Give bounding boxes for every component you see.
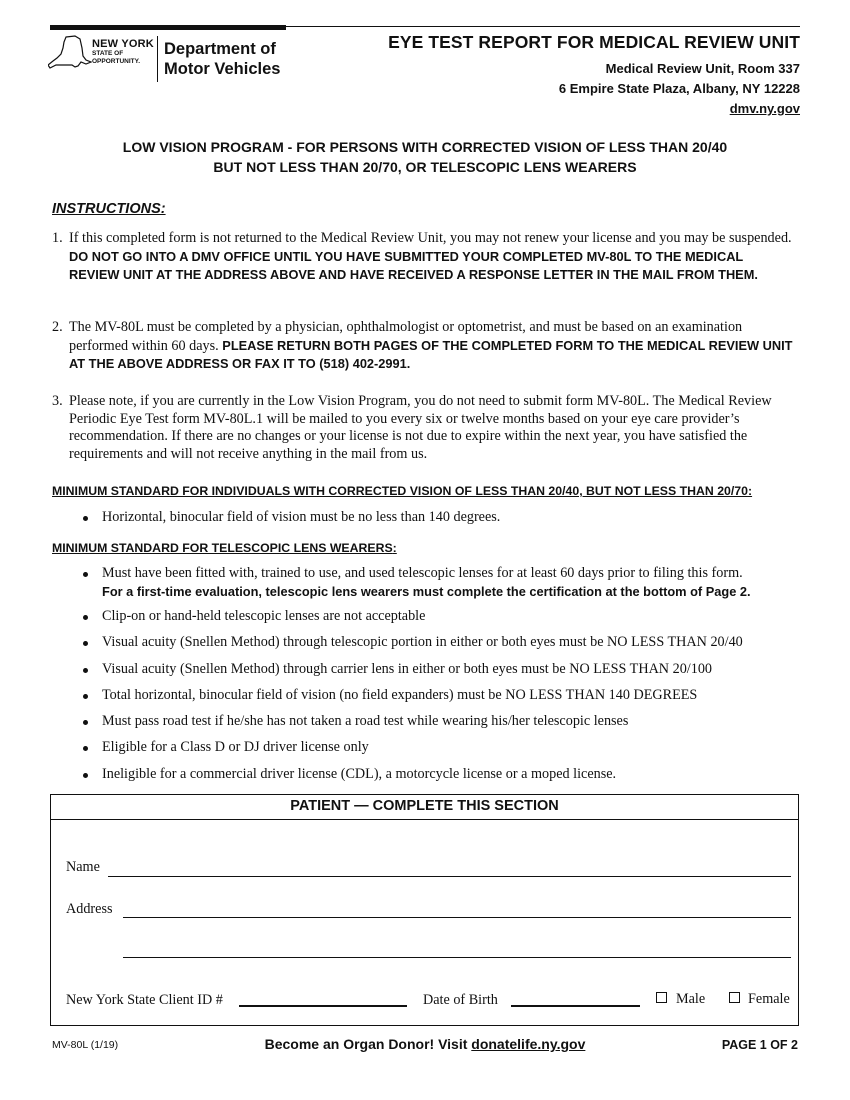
list-item xyxy=(80,739,800,757)
list-item xyxy=(80,713,800,731)
header-info xyxy=(388,32,800,119)
address-label: Address xyxy=(66,901,113,917)
female-checkbox[interactable] xyxy=(729,992,740,1003)
instruction-item-2 xyxy=(52,319,797,374)
patient-section-heading: PATIENT — COMPLETE THIS SECTION xyxy=(51,795,798,820)
bullet-icon xyxy=(83,720,88,725)
client-id-label: New York State Client ID # xyxy=(66,992,223,1008)
website-link[interactable]: dmv.ny.gov xyxy=(729,101,800,116)
bullet-text: Visual acuity (Snellen Method) through carrier lens in either or both eyes must be NO LESS THAN 20/100 xyxy=(102,661,713,677)
list-item xyxy=(80,608,800,626)
header-rule-thick xyxy=(50,25,286,30)
telescopic-bullet-list-5 xyxy=(80,687,800,705)
instruction-text: Please note, if you are currently in the Low Vision Program, you do not need to submit form MV-80L. The Medical Review Periodic Eye Test form MV-80L.1 will be mailed to you every six or twelve months based on your eye care provider’s recommendation. If there are no changes or your license is not due to expire within the next year, you have satisfied the requirements and will not receive anything in the mail from us. xyxy=(69,393,772,462)
telescopic-bullet-list-4 xyxy=(80,661,800,679)
organ-donor-link[interactable]: donatelife.ny.gov xyxy=(471,1036,586,1052)
instruction-bold-text: PLEASE RETURN BOTH PAGES OF THE COMPLETED FORM TO THE MEDICAL REVIEW UNIT AT THE ABOVE ADDRESS OR FAX IT TO (518) 402-2991. xyxy=(69,337,793,371)
heading-colon: : xyxy=(747,484,753,498)
bullet-icon xyxy=(83,773,88,778)
logo-divider xyxy=(157,36,158,82)
instruction-item-1 xyxy=(52,230,797,285)
instructions-heading: INSTRUCTIONS: xyxy=(52,201,166,217)
dmv-logo xyxy=(48,34,293,84)
telescopic-bullet-list-7 xyxy=(80,739,800,757)
telescopic-standard-heading xyxy=(52,541,397,555)
low-vision-standard-heading-text: MINIMUM STANDARD FOR INDIVIDUALS WITH CORRECTED VISION OF LESS THAN 20/40, BUT NOT LESS THAN 20/70 xyxy=(52,484,748,498)
list-item xyxy=(80,661,800,679)
dob-label: Date of Birth xyxy=(423,992,498,1008)
telescopic-bullet-list-8 xyxy=(80,766,800,784)
bullet-icon xyxy=(83,668,88,673)
low-vision-bullet-list xyxy=(80,509,800,527)
bullet-icon xyxy=(83,572,88,577)
logo-opportunity: OPPORTUNITY. xyxy=(92,57,141,65)
instruction-bold-text: DO NOT GO INTO A DMV OFFICE UNTIL YOU HAVE SUBMITTED YOUR COMPLETED MV-80L TO THE MEDICAL REVIEW UNIT AT THE ADDRESS ABOVE AND HAVE RECEIVED A RESPONSE LETTER IN THE MAIL FROM THEM. xyxy=(69,248,758,282)
page-number: PAGE 1 OF 2 xyxy=(721,1038,798,1052)
logo-agency-line2: Motor Vehicles xyxy=(164,60,281,78)
dob-field[interactable] xyxy=(511,1005,640,1007)
list-item xyxy=(80,687,800,705)
new-york-state-outline-icon xyxy=(48,34,92,74)
logo-agency-line1: Department of xyxy=(164,40,276,58)
instruction-text: The MV-80L must be completed by a physician, ophthalmologist or optometrist, and must be based on an examination performed within 60 days. xyxy=(69,319,743,354)
form-number: MV-80L (1/19) xyxy=(52,1039,119,1051)
telescopic-bullet-list-3 xyxy=(80,634,800,652)
bullet-icon xyxy=(83,746,88,751)
telescopic-bullet-list-6 xyxy=(80,713,800,731)
list-item xyxy=(80,509,800,527)
name-label: Name xyxy=(66,859,100,875)
heading-colon: : xyxy=(392,541,397,555)
male-label: Male xyxy=(676,991,706,1007)
program-title xyxy=(0,137,850,177)
bullet-icon xyxy=(83,615,88,620)
logo-state-name: NEW YORK xyxy=(92,38,154,50)
address-field-line2[interactable] xyxy=(123,957,791,958)
bullet-text: Visual acuity (Snellen Method) through telescopic portion in either or both eyes must be NO LESS THAN 20/40 xyxy=(102,634,743,650)
bullet-text: Eligible for a Class D or DJ driver license only xyxy=(102,739,369,755)
bullet-bold-text: For a first-time evaluation, telescopic lens wearers must complete the certification at the bottom of Page 2. xyxy=(102,583,751,599)
instruction-text: If this completed form is not returned to the Medical Review Unit, you may not renew your license and you may be suspended. xyxy=(69,230,792,246)
bullet-text: Ineligible for a commercial driver license (CDL), a motorcycle license or a moped license. xyxy=(102,766,617,782)
list-item xyxy=(80,634,800,652)
bullet-icon xyxy=(83,694,88,699)
bullet-text: Must have been fitted with, trained to use, and used telescopic lenses for at least 60 days prior to filing this form. xyxy=(102,565,743,581)
telescopic-standard-heading-text: MINIMUM STANDARD FOR TELESCOPIC LENS WEARERS xyxy=(52,541,393,555)
address-line2: 6 Empire State Plaza, Albany, NY 12228 xyxy=(558,81,800,96)
instruction-number: 2. xyxy=(52,319,63,335)
list-item xyxy=(80,766,800,784)
telescopic-bullet-list xyxy=(80,565,800,601)
name-field[interactable] xyxy=(108,876,791,877)
female-label: Female xyxy=(748,991,790,1007)
address-line1: Medical Review Unit, Room 337 xyxy=(605,61,800,76)
bullet-text: Must pass road test if he/she has not taken a road test while wearing his/her telescopic lenses xyxy=(102,713,629,729)
bullet-icon xyxy=(83,641,88,646)
telescopic-bullet-list-2 xyxy=(80,608,800,626)
instruction-item-3 xyxy=(52,393,797,463)
bullet-text: Horizontal, binocular field of vision must be no less than 140 degrees. xyxy=(102,509,501,525)
low-vision-standard-heading xyxy=(52,484,752,498)
header-rule-thin xyxy=(286,26,800,27)
address-field-line1[interactable] xyxy=(123,917,791,918)
patient-section xyxy=(50,794,799,1026)
bullet-text: Clip-on or hand-held telescopic lenses are not acceptable xyxy=(102,608,426,624)
instruction-number: 3. xyxy=(52,393,63,409)
program-title-line1: LOW VISION PROGRAM - FOR PERSONS WITH CORRECTED VISION OF LESS THAN 20/40 xyxy=(122,139,728,155)
program-title-line2: BUT NOT LESS THAN 20/70, OR TELESCOPIC LENS WEARERS xyxy=(213,159,637,175)
instruction-number: 1. xyxy=(52,230,63,246)
form-title: EYE TEST REPORT FOR MEDICAL REVIEW UNIT xyxy=(388,32,800,52)
bullet-text: Total horizontal, binocular field of vision (no field expanders) must be NO LESS THAN 140 DEGREES xyxy=(102,687,698,703)
organ-donor-text: Become an Organ Donor! Visit xyxy=(264,1036,468,1052)
logo-state-of: STATE OF xyxy=(92,50,124,57)
client-id-field[interactable] xyxy=(239,1005,407,1007)
list-item xyxy=(80,565,800,601)
male-checkbox[interactable] xyxy=(656,992,667,1003)
bullet-icon xyxy=(83,516,88,521)
